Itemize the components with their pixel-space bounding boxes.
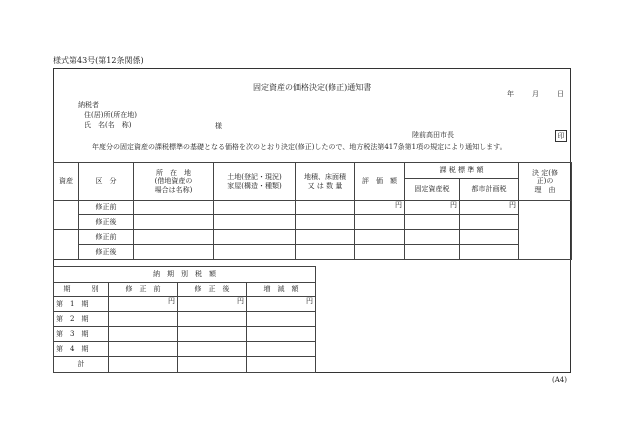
reason-cell — [519, 201, 572, 260]
city-tax-unit: 円 — [460, 201, 519, 215]
address-label: 住(居)所(所在地) — [84, 111, 137, 119]
recipient-heading: 納税者 — [78, 101, 99, 109]
col-period: 期 別 — [54, 283, 109, 297]
period-label: 第 4 期 — [54, 342, 109, 357]
header-valuation: 評 価 額 — [355, 163, 405, 201]
header-land-building: 土地(登記・現況) 家屋(構造・種類) — [214, 163, 296, 201]
date-year: 年 — [507, 90, 514, 98]
header-reason: 決 定(修 正)の 理 由 — [519, 163, 572, 201]
period-label: 第 3 期 — [54, 327, 109, 342]
asset-cell — [54, 230, 79, 260]
name-label: 氏 名(名 称) — [84, 121, 132, 129]
seal-mark: 印 — [555, 130, 567, 142]
row-label: 修正前 — [79, 201, 134, 215]
before-unit: 円 — [109, 297, 178, 312]
total-label: 計 — [54, 357, 109, 373]
document-title: 固定資産の価格決定(修正)通知書 — [253, 83, 372, 92]
row-label: 修正後 — [79, 215, 134, 230]
header-area: 地積、床面積 又 は 数 量 — [296, 163, 355, 201]
header-tax-base: 課 税 標 準 額 — [405, 163, 519, 179]
after-unit: 円 — [178, 297, 247, 312]
notice-text: 年度分の固定資産の課税標準の基礎となる価格を次のとおり決定(修正)したので、地方税法第417条第1項の規定により通知します。 — [92, 143, 507, 151]
header-tax-base-fixed: 固定資産税 — [405, 179, 460, 201]
row-label: 修正前 — [79, 230, 134, 245]
col-after: 修 正 後 — [178, 283, 247, 297]
header-tax-base-city: 都市計画税 — [460, 179, 519, 201]
issuer-name: 陸前高田市長 — [412, 131, 454, 139]
fixed-tax-unit: 円 — [405, 201, 460, 215]
change-unit: 円 — [247, 297, 316, 312]
header-category: 区 分 — [79, 163, 134, 201]
period-label: 第 1 期 — [54, 297, 109, 312]
valuation-unit: 円 — [355, 201, 405, 215]
date-month: 月 — [532, 90, 539, 98]
col-change: 増 減 額 — [247, 283, 316, 297]
honorific: 様 — [215, 122, 222, 130]
valuation-table — [53, 162, 572, 260]
paper-size: (A4) — [552, 376, 567, 384]
payment-header: 納 期 別 税 額 — [54, 267, 316, 283]
header-asset: 資産 — [54, 163, 79, 201]
form-number: 様式第43号(第12条関係) — [53, 56, 144, 65]
header-location: 所 在 地 (借地資産の 場合は名称) — [134, 163, 214, 201]
row-label: 修正後 — [79, 245, 134, 260]
col-before: 修 正 前 — [109, 283, 178, 297]
payment-table — [53, 266, 316, 373]
period-label: 第 2 期 — [54, 312, 109, 327]
date-day: 日 — [557, 90, 564, 98]
asset-cell — [54, 201, 79, 230]
